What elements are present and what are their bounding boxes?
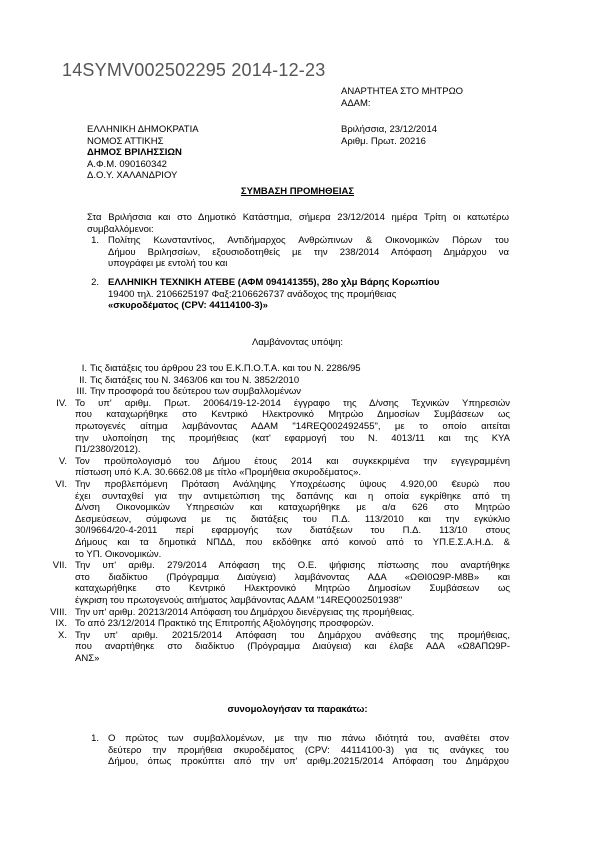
- consideration-line: Δ/νση Οικονομικών Υπηρεσιών και καταχωρήθηκε με α/α 626 στο Μητρώο: [75, 502, 510, 514]
- consideration-line: καταχωρήθηκε στο Κεντρικό Ηλεκτρονικό Μητρώο Δημοσίων Συμβάσεων ως: [75, 583, 510, 595]
- list-item: [75, 560, 510, 606]
- consideration-line: Την υπ' αριθμ. 279/2014 Απόφαση της Ο.Ε. ψήφισης πίστωσης που αναρτήθηκε: [75, 560, 510, 572]
- list-item: [75, 618, 510, 630]
- header-left-line: Α.Φ.Μ. 090160342: [87, 158, 167, 170]
- list-number: X.: [58, 629, 67, 641]
- protocol-number: Αριθμ. Πρωτ. 20216: [341, 135, 426, 147]
- consideration-line: Π1/2380/2012).: [75, 444, 141, 456]
- header-left-line: ΝΟΜΟΣ ΑΤΤΙΚΗΣ: [87, 135, 164, 147]
- consideration-line: πρωτογενές αίτημα λαμβάνοντας ΑΔΑΜ "14REQ002492455", με το οποίο αιτείται: [75, 420, 510, 432]
- list-number: VII.: [52, 560, 67, 572]
- list-item: [90, 386, 510, 398]
- consideration-line: Δήμους και τα δημοτικά ΝΠΔΔ, που εκδόθηκε από κοινού από το ΥΠ.Ε.Σ.Α.Η.Δ. &: [75, 536, 510, 548]
- list-number: III.: [76, 386, 87, 398]
- party-line: Πολίτης Κωνσταντίνος, Αντιδήμαρχος Ανθρώπινων & Οικονομικών Πόρων του: [108, 235, 509, 246]
- header-left-line: Δ.Ο.Υ. ΧΑΛΑΝΔΡΙΟΥ: [87, 170, 178, 182]
- consideration-line: που αναρτήθηκε στο διαδίκτυο (Πρόγραμμα Διαύγεια) και έλαβε ΑΔΑ «Ω8ΑΠΩ9Ρ-: [75, 641, 510, 653]
- document-date: Βριλήσσια, 23/12/2014: [341, 124, 438, 135]
- contractor-line: ΕΛΛΗΝΙΚΗ ΤΕΧΝΙΚΗ ΑΤΕΒΕ (ΑΦΜ 094141355), 28ο χλμ Βάρης Κορωπίου: [108, 277, 440, 288]
- consideration-line: Την υπ' αριθμ. 20215/2014 Απόφαση του Δημάρχου ανάθεσης της προμήθειας,: [75, 629, 510, 641]
- list-number: 1.: [91, 235, 99, 246]
- list-item: [75, 398, 510, 456]
- considering-heading: Λαμβάνοντας υπόψη:: [251, 337, 344, 348]
- consideration-line: Δεσμεύσεων, σύμφωνα με τις διατάξεις του Π.Δ. 113/2010 και την εγκύκλιο: [75, 513, 510, 525]
- contractor-line: 19400 τηλ. 2106625197 Φαξ:2106626737 ανάδοχος της προμήθειας: [108, 288, 397, 300]
- consideration-line: την υλοποίηση της προμήθειας (κατ' εφαρμογή του Ν. 4013/11 και της ΚΥΑ: [75, 432, 510, 444]
- list-number: I.: [81, 363, 87, 374]
- header-right: [341, 124, 521, 147]
- consideration-line: Τον προϋπολογισμό του Δήμου έτους 2014 και συγκεκριμένα την εγγεγραμμένη: [75, 455, 510, 467]
- list-number: 1.: [91, 733, 99, 744]
- consideration-line: 30/Ι9664/20-4-2011 περί εφαρμογής των διατάξεων του Π.Δ. 113/10 στους: [75, 525, 510, 537]
- consideration-line: Την προσφορά του δεύτερου των συμβαλλομένων: [90, 386, 302, 398]
- list-item: [75, 607, 510, 619]
- list-number: II.: [79, 374, 87, 386]
- municipality-name: ΔΗΜΟΣ ΒΡΙΛΗΣΣΙΩΝ: [87, 147, 182, 159]
- list-number: 2.: [91, 277, 99, 288]
- agreed-heading: συνομολογήσαν τα παρακάτω:: [227, 704, 368, 715]
- list-item: [75, 630, 510, 665]
- header-left-line: ΕΛΛΗΝΙΚΗ ΔΗΜΟΚΡΑΤΙΑ: [87, 124, 199, 135]
- consideration-line: έχει συνταχθεί για την αντιμετώπιση της δαπάνης και η οποία εγκρίθηκε από τη: [75, 490, 510, 502]
- consideration-line: Τις διατάξεις του άρθρου 23 του Ε.Κ.Π.Ο.Τ.Α. και του Ν. 2286/95: [90, 363, 361, 374]
- document-id: 14SYMV002502295 2014-12-23: [62, 60, 326, 80]
- list-item: [108, 277, 509, 312]
- list-number: V.: [58, 455, 67, 467]
- consideration-line: έγκριση του πρωτογενούς αιτήματος λαμβάνοντας ΑΔΑΜ "14REQ002501938": [75, 594, 403, 606]
- consideration-line: Τις διατάξεις του Ν. 3463/06 και του Ν. 3852/2010: [90, 374, 300, 386]
- consideration-line: Το υπ' αριθμ. Πρωτ. 20064/19-12-2014 έγγραφο της Δ/νσης Τεχνικών Υπηρεσιών: [75, 397, 510, 409]
- considerations-list: [40, 363, 510, 663]
- intro-paragraph: Στα Βριλήσσια και στο Δημοτικό Κατάστημα, σήμερα 23/12/2014 ημέρα Τρίτη οι κατωτέρω συμβαλλόμενοι:: [87, 212, 509, 235]
- term-line: Ο πρώτος των συμβαλλομένων, με την πιο πάνω ιδιότητά του, αναθέτει στον: [108, 733, 509, 744]
- terms-list: [87, 733, 509, 773]
- list-number: IV.: [56, 397, 67, 409]
- list-item: [75, 456, 510, 479]
- header-left: [87, 124, 307, 182]
- document-title: ΣΥΜΒΑΣΗ ΠΡΟΜΗΘΕΙΑΣ: [240, 186, 355, 197]
- consideration-line: το ΥΠ. Οικονομικών.: [75, 548, 162, 560]
- term-line: δεύτερο την προμήθεια σκυροδέματος (CPV: 44114100-3) για τις ανάγκες του: [108, 744, 509, 756]
- party-line: Δήμου Βριλησσίων, εξουσιοδοτηθείς με την 238/2014 Απόφαση Δημάρχου να: [108, 246, 509, 258]
- consideration-line: Την υπ' αριθμ. 20213/2014 Απόφαση του Δημάρχου διενέργειας της προμήθειας.: [75, 606, 415, 618]
- consideration-line: στο διαδίκτυο (Πρόγραμμα Διαύγεια) λαμβάνοντας ΑΔΑ «ΩΘΙ0Ω9Ρ-Μ8Β» και: [75, 571, 510, 583]
- term-line: Δήμου, όπως προκύπτει από την υπ' αριθμ.20215/2014 Απόφαση του Δημάρχου: [108, 756, 509, 768]
- list-item: [75, 479, 510, 560]
- list-number: VI.: [55, 479, 67, 490]
- party-line: υπογράφει με εντολή του και: [108, 258, 228, 270]
- registry-note: ΑΝΑΡΤΗΤΕΑ ΣΤΟ ΜΗΤΡΩΟ ΑΔΑΜ:: [341, 86, 464, 109]
- consideration-line: Την προβλεπόμενη Πρόταση Ανάληψης Υποχρέωσης ύψους 4.920,00 €ευρώ που: [75, 479, 510, 490]
- list-item: [108, 733, 509, 768]
- consideration-line: Το από 23/12/2014 Πρακτικό της Επιτροπής Αξιολόγησης προσφορών.: [75, 618, 374, 630]
- consideration-line: που καταχωρήθηκε στο Κεντρικό Ηλεκτρονικό Μητρώο Δημοσίων Συμβάσεων ως: [75, 409, 510, 421]
- list-number: VIII.: [50, 606, 67, 618]
- list-item: [90, 375, 510, 387]
- list-item: [90, 363, 510, 375]
- contractor-line: «σκυροδέματος (CPV: 44114100-3)»: [108, 300, 268, 312]
- list-number: IX.: [55, 618, 67, 630]
- consideration-line: πίστωση υπό Κ.Α. 30.6662.08 με τίτλο «Προμήθεια σκυροδέματος».: [75, 467, 362, 479]
- list-item: [108, 235, 509, 270]
- consideration-line: ΑΝΣ»: [75, 652, 100, 664]
- parties-list: [87, 235, 509, 315]
